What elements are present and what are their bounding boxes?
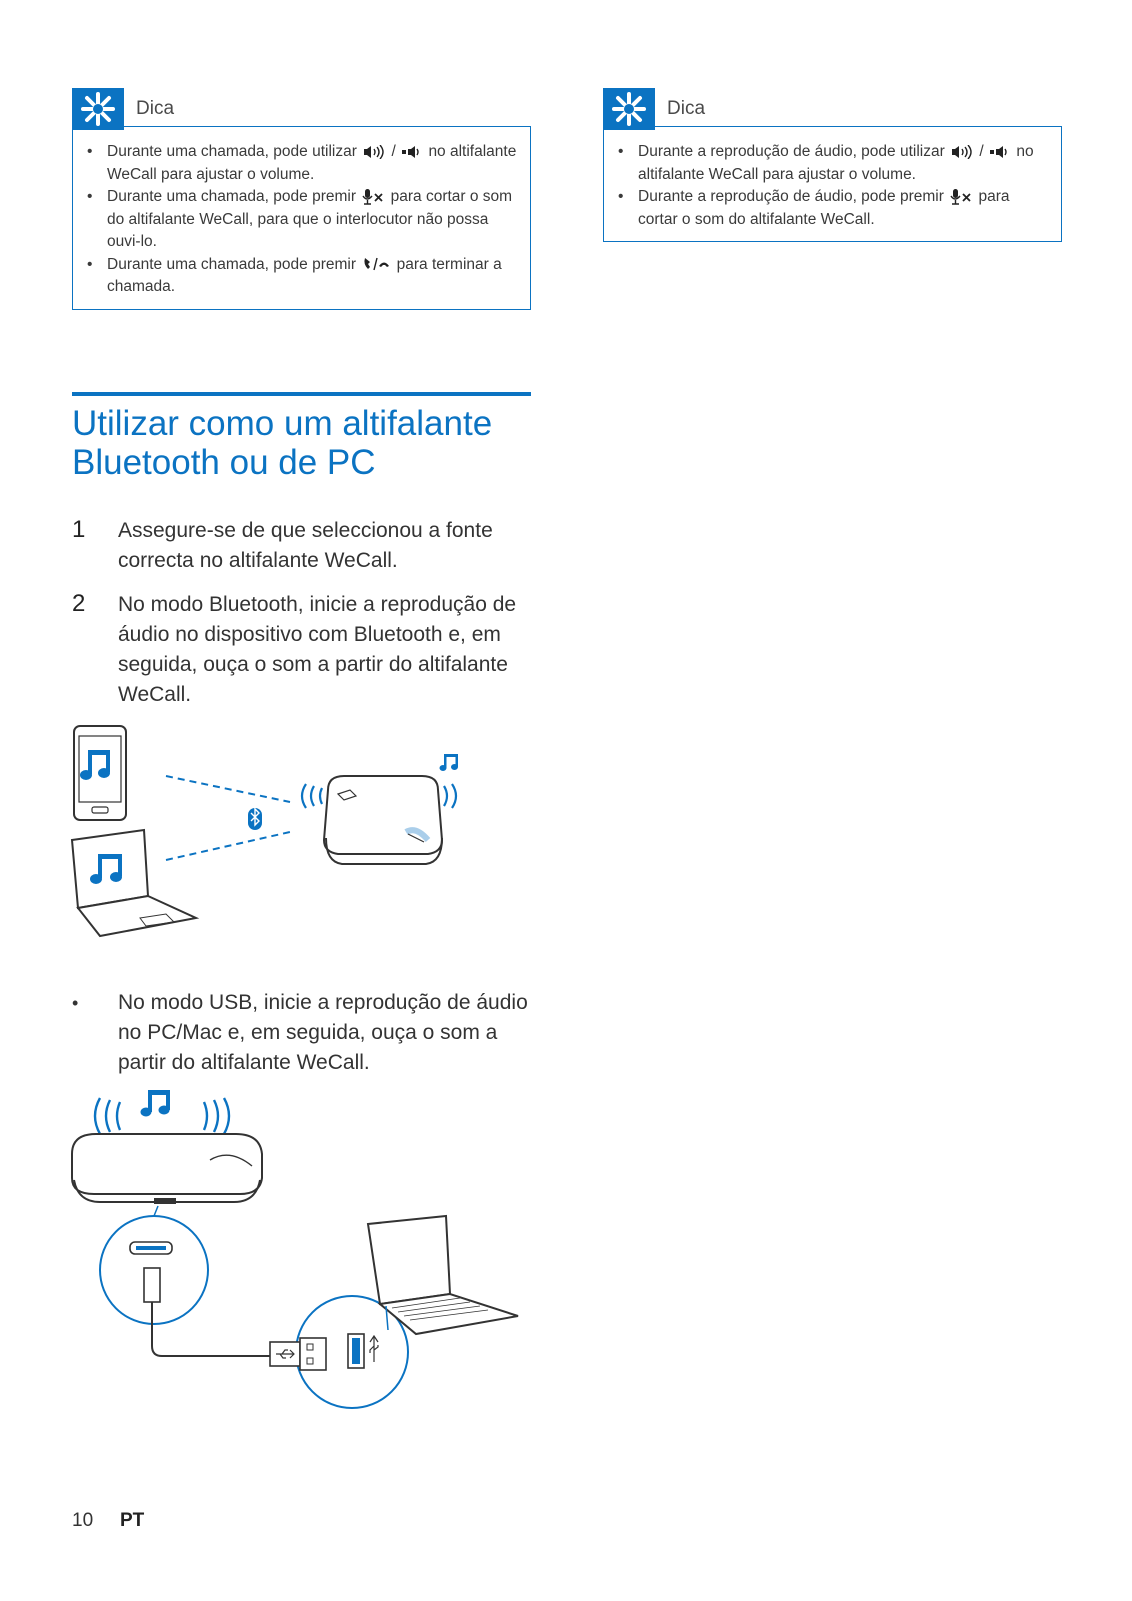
step-text: No modo Bluetooth, inicie a reprodução de áudio no dispositivo com Bluetooth e, em seguida, ouça o som a partir do altifalante WeCall. — [118, 593, 517, 706]
bluetooth-illustration — [70, 722, 490, 952]
speaker-image — [72, 1134, 262, 1204]
tip-list — [87, 141, 518, 299]
volume-down-icon — [402, 145, 422, 159]
section-title: Utilizar como um altifalante Bluetooth ou de PC — [72, 404, 493, 482]
phone-image — [74, 726, 126, 820]
music-note-icon — [141, 1090, 171, 1117]
tip-header — [72, 88, 531, 126]
tip-item-mute: • Durante a reprodução de áudio, pode premir para cortar o som do altifalante WeCall. — [618, 186, 1049, 231]
tip-item-mute: • Durante uma chamada, pode premir para cortar o som do altifalante WeCall, para que o interlocutor não possa ouvi-lo. — [87, 186, 518, 254]
tip-body — [72, 126, 531, 310]
step-number: 1 — [72, 516, 86, 543]
volume-up-icon — [951, 145, 973, 159]
bullet-text: No modo USB, inicie a reprodução de áudio no PC/Mac e, em seguida, ouça o som a partir do altifalante WeCall. — [118, 991, 528, 1074]
music-note-icon — [440, 754, 459, 771]
volume-up-icon — [363, 145, 385, 159]
laptop-image — [72, 830, 196, 936]
page-number: 10 — [72, 1510, 94, 1531]
section-rule — [72, 392, 531, 396]
tip-box-audio — [603, 88, 1062, 242]
tip-item-volume: • Durante a reprodução de áudio, pode utilizar / no altifalante WeCall para ajustar o volume. — [618, 141, 1049, 186]
tip-badge — [603, 88, 655, 130]
mute-icon — [362, 189, 384, 205]
tip-body — [603, 126, 1062, 242]
asterisk-icon — [611, 91, 647, 127]
tip-list — [618, 141, 1049, 231]
tip-item-end-call: • Durante uma chamada, pode premir para terminar a chamada. — [87, 254, 518, 299]
usb-mode-note — [72, 988, 532, 1078]
step-text: Assegure-se de que seleccionou a fonte correcta no altifalante WeCall. — [118, 519, 493, 572]
tip-title: Dica — [667, 98, 706, 119]
bluetooth-icon — [248, 808, 262, 830]
tip-box-call — [72, 88, 531, 310]
bullet-mark: • — [72, 993, 79, 1013]
tip-item-volume: • Durante uma chamada, pode utilizar / no altifalante WeCall para ajustar o volume. — [87, 141, 518, 186]
volume-down-icon — [990, 145, 1010, 159]
usb-illustration — [70, 1090, 540, 1420]
tip-badge — [72, 88, 124, 130]
call-end-icon — [362, 256, 390, 272]
step-1 — [72, 516, 532, 576]
language-code: PT — [120, 1510, 145, 1531]
asterisk-icon — [80, 91, 116, 127]
step-number: 2 — [72, 590, 86, 617]
mute-icon — [950, 189, 972, 205]
step-2 — [72, 590, 532, 710]
speaker-image — [324, 776, 442, 864]
tip-header — [603, 88, 1062, 126]
tip-title: Dica — [136, 98, 175, 119]
